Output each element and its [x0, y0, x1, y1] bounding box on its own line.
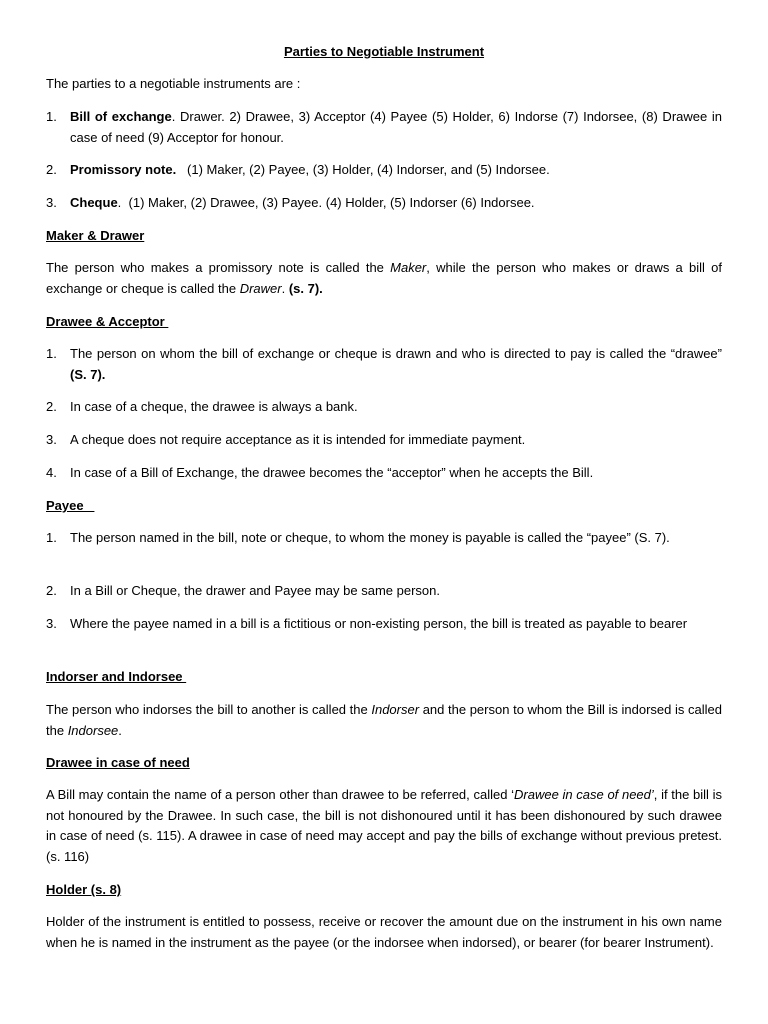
list-text: In case of a Bill of Exchange, the drawee becomes the “acceptor” when he accepts the Bill. — [70, 465, 594, 480]
list-text: The person on whom the bill of exchange or cheque is drawn and who is directed to pay is called the “drawee” — [70, 346, 722, 361]
list-text: In a Bill or Cheque, the drawer and Payee may be same person. — [70, 583, 440, 598]
section-heading-holder: Holder (s. 8) — [46, 882, 122, 897]
list-text: Where the payee named in a bill is a fictitious or non-existing person, the bill is treated as payable to bearer — [70, 616, 688, 631]
italic-term: Drawer — [239, 280, 282, 296]
party-text: (1) Maker, (2) Payee, (3) Holder, (4) Indorser, and (5) Indorsee. — [176, 162, 550, 177]
section-heading-payee: Payee — [46, 498, 95, 513]
list-item — [46, 160, 722, 181]
list-item — [46, 107, 722, 148]
party-text: . (1) Maker, (2) Drawee, (3) Payee. (4) Holder, (5) Indorser (6) Indorsee. — [117, 195, 535, 210]
list-item — [46, 528, 722, 549]
list-item — [46, 193, 722, 214]
list-item — [46, 581, 722, 602]
italic-term: Indorsee — [67, 722, 119, 738]
section-heading-drawee-in-case-of-need: Drawee in case of need — [46, 755, 190, 770]
maker-drawer-paragraph — [46, 258, 722, 299]
italic-term: Indorser — [371, 702, 420, 717]
text-run: . — [281, 280, 289, 296]
party-term: Cheque — [70, 195, 118, 210]
text-run: , while the person who makes or draws a bill of exchange or cheque is called the — [46, 260, 722, 296]
list-number: 3. — [46, 616, 57, 631]
text-run: , if the bill is not honoured by the Drawee. In such case, the bill is not dishonoured until it has been dishonoured by such drawee in case of need (s. 115). A drawee in case of need may accept and pay the bills of exchange without previous pretest. (s. 116) — [46, 787, 722, 864]
list-number: 4. — [46, 465, 57, 480]
italic-term: Drawee in case of need’ — [514, 787, 654, 802]
section-heading-indorser-indorsee: Indorser and Indorsee — [46, 669, 187, 684]
party-term: Promissory note. — [70, 162, 177, 177]
list-number: 2. — [46, 399, 57, 414]
section-reference: (S. 7). — [70, 366, 106, 382]
list-number: 1. — [46, 346, 57, 361]
italic-term: Maker — [390, 260, 427, 275]
section-heading-maker-drawer: Maker & Drawer — [46, 228, 145, 243]
list-number: 1. — [46, 530, 57, 545]
list-item — [46, 344, 722, 385]
list-item — [46, 614, 722, 635]
list-number: 3. — [46, 195, 57, 210]
section-heading-drawee-acceptor: Drawee & Acceptor — [46, 314, 169, 329]
holder-paragraph: Holder of the instrument is entitled to possess, receive or recover the amount due on the instrument in his own name when he is named in the instrument as the payee (or the indorsee when indorsed), or bearer (for bearer Instrument). — [46, 914, 722, 950]
list-number: 1. — [46, 109, 57, 124]
list-text: A cheque does not require acceptance as it is intended for immediate payment. — [70, 432, 526, 447]
intro-paragraph: The parties to a negotiable instruments are : — [46, 76, 301, 91]
list-text: In case of a cheque, the drawee is always a bank. — [70, 399, 358, 414]
list-number: 3. — [46, 432, 57, 447]
text-run: and the person to whom the Bill is indorsed is called the — [46, 702, 722, 738]
text-run: The person who makes a promissory note is called the — [46, 260, 391, 275]
list-number: 2. — [46, 583, 57, 598]
party-text: . Drawer. 2) Drawee, 3) Acceptor (4) Payee (5) Holder, 6) Indorse (7) Indorsee, (8) Drawee in case of need (9) Acceptor for honour. — [70, 109, 722, 145]
list-number: 2. — [46, 162, 57, 177]
list-item — [46, 397, 722, 418]
list-item — [46, 463, 722, 484]
page-title: Parties to Negotiable Instrument — [283, 44, 485, 59]
section-reference: (s. 7). — [288, 280, 323, 296]
text-run: The person who indorses the bill to another is called the — [46, 702, 372, 717]
text-run: A Bill may contain the name of a person other than drawee to be referred, called ‘ — [46, 787, 515, 802]
drawee-need-paragraph — [46, 785, 722, 867]
list-text: The person named in the bill, note or cheque, to whom the money is payable is called the “payee” (S. 7). — [70, 530, 670, 545]
list-item — [46, 430, 722, 451]
party-term: Bill of exchange — [70, 109, 172, 124]
indorser-paragraph — [46, 700, 722, 741]
text-run: . — [118, 722, 122, 738]
